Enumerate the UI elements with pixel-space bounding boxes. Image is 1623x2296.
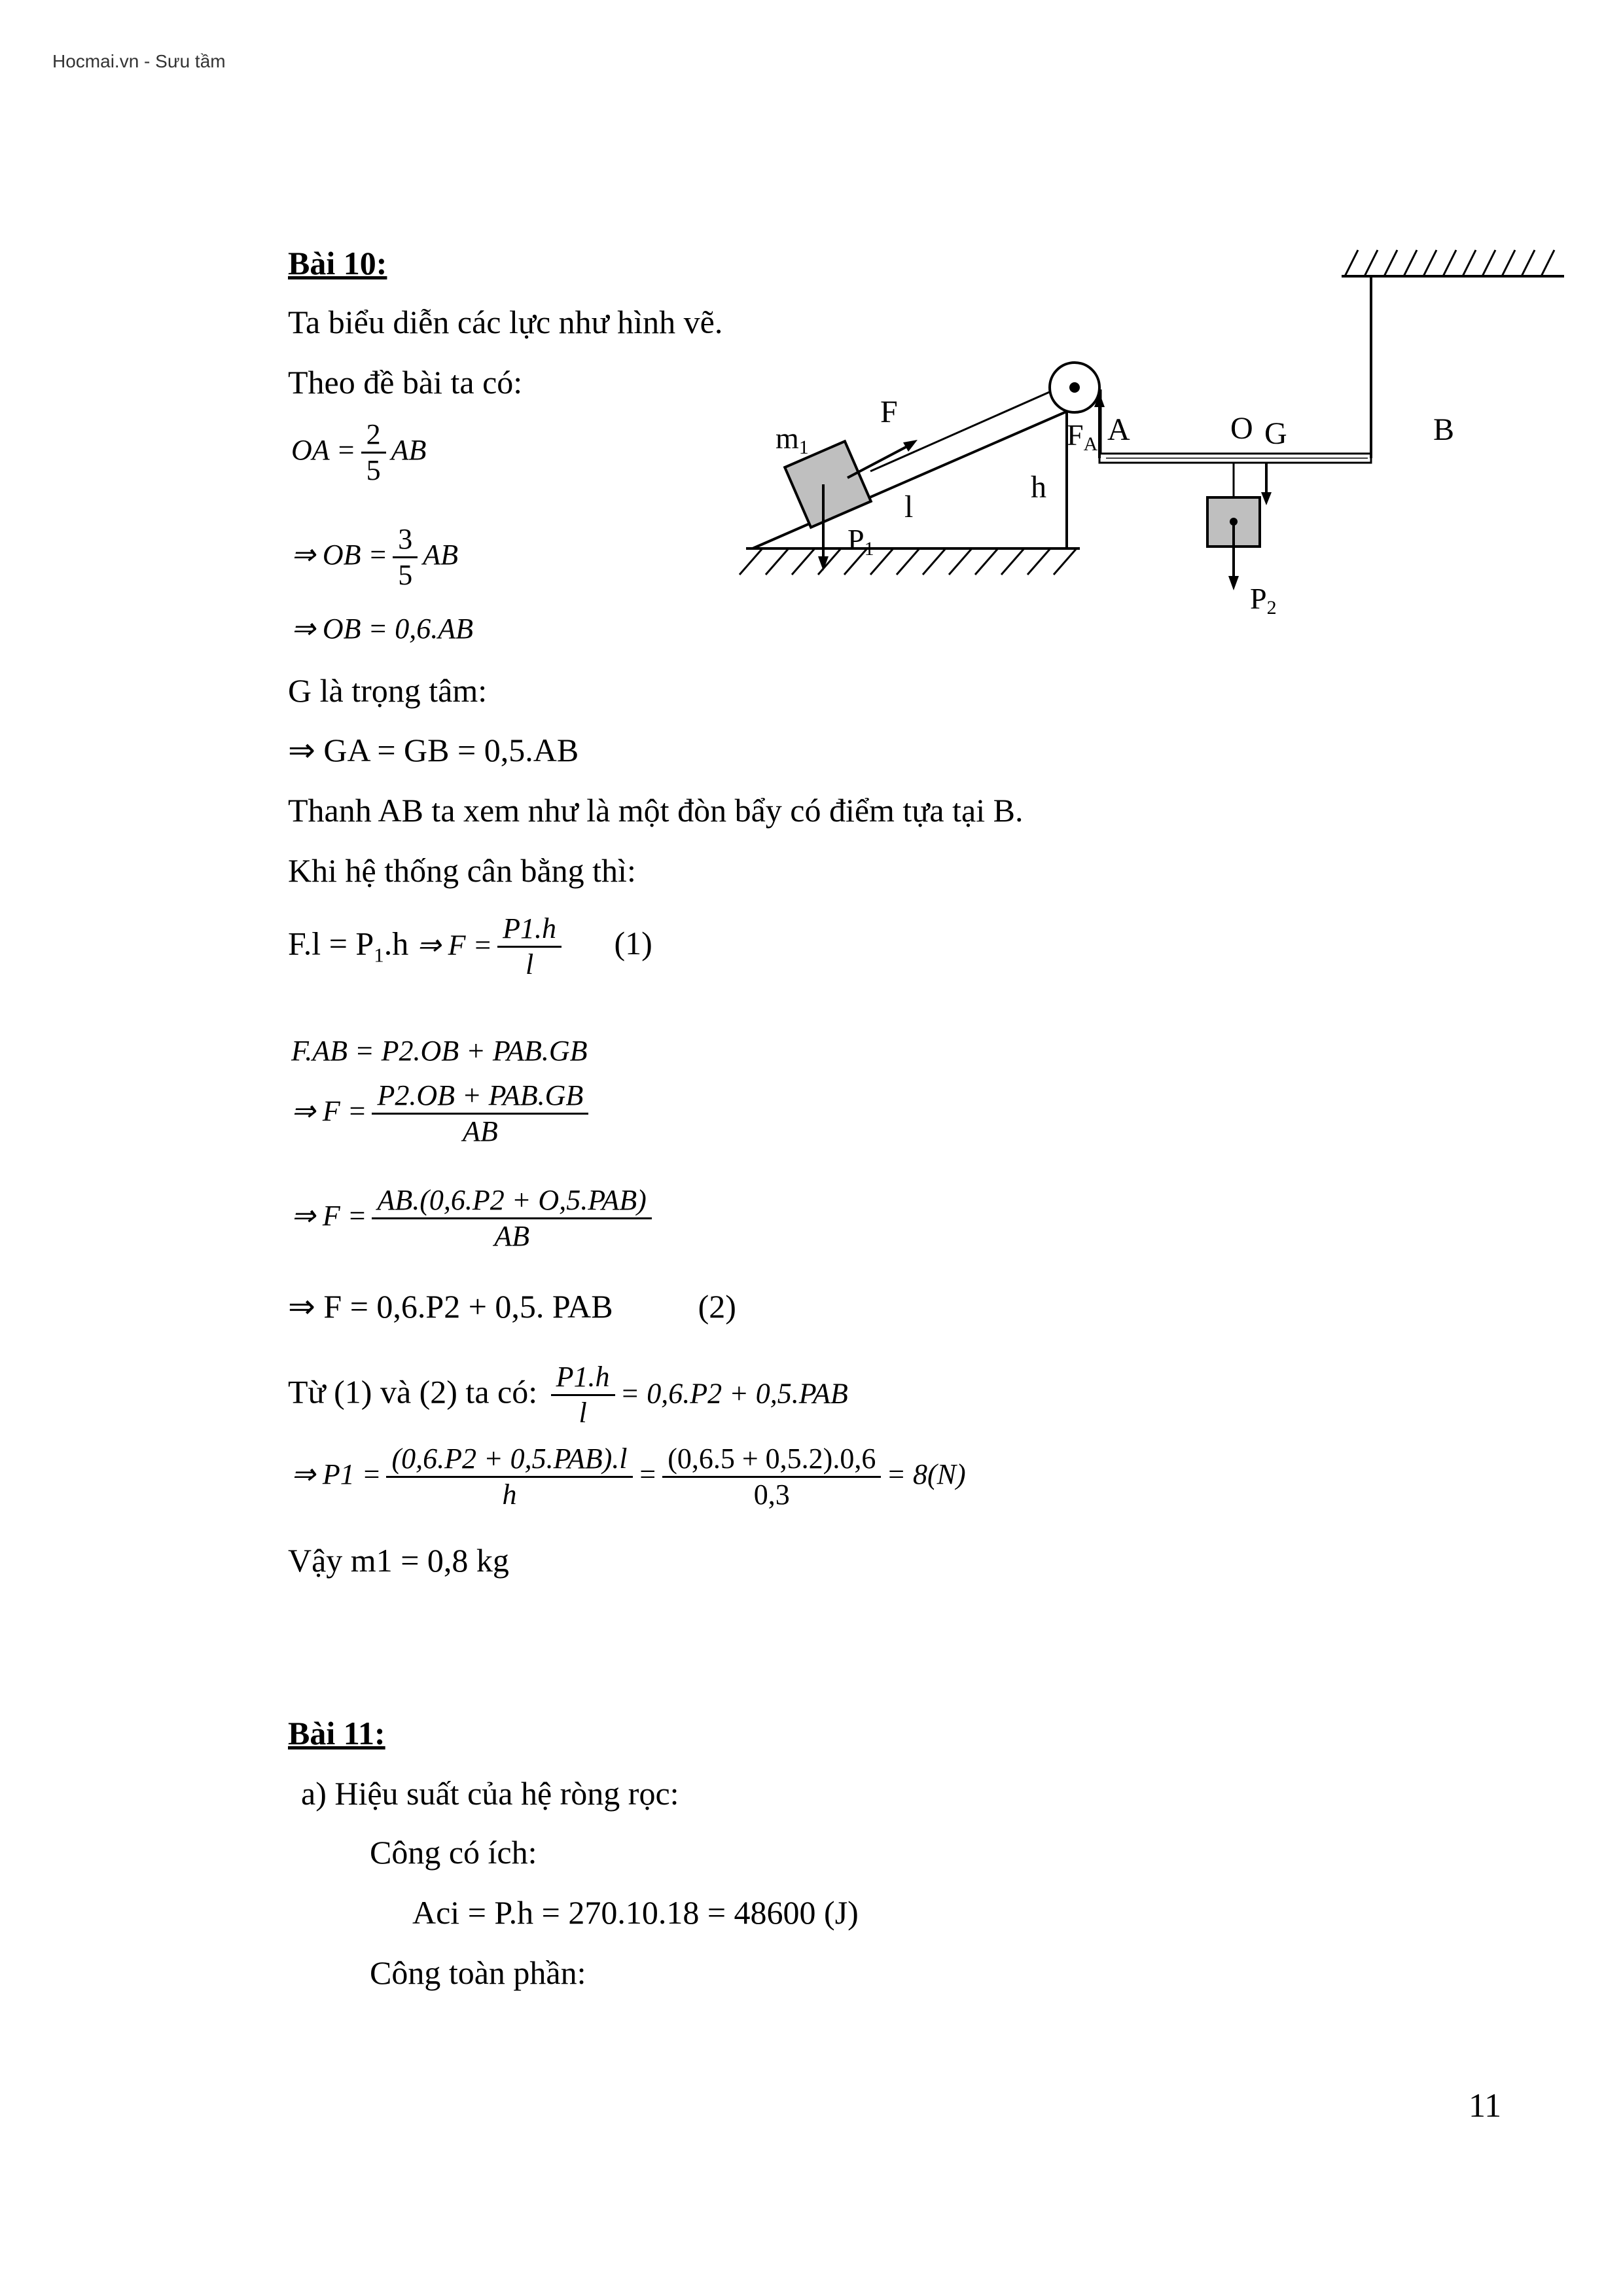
page-number: 11 xyxy=(1469,2087,1502,2125)
bai11-title: Bài 11: xyxy=(288,1715,385,1751)
eq1: $F.l = P_1.h$ ⇒ F = $\frac{P1.h}{l}$ (1) xyxy=(288,912,652,981)
ground-hatch xyxy=(740,548,1077,575)
header-source: Hocmai.vn - Sưu tầm xyxy=(52,51,226,71)
label-F: F xyxy=(880,395,898,429)
bai10-line2: Theo đề bài ta có: xyxy=(288,364,523,401)
force-F-arrow xyxy=(847,445,910,478)
bai10-line1: Ta biểu diễn các lực như hình vẽ. xyxy=(288,304,723,340)
eq-ob2: ⇒ OB = 0,6.AB xyxy=(291,613,473,645)
eq2a: F.AB = P2.OB + PAB.GB xyxy=(291,1035,588,1067)
conclusion: Vậy m1 = 0,8 kg xyxy=(288,1542,509,1579)
eq2d: ⇒ F = 0,6.P2 + 0,5. PAB (2) xyxy=(288,1288,736,1325)
total-work: Công toàn phần: xyxy=(370,1954,586,1991)
label-O: O xyxy=(1230,411,1253,446)
eq2b: ⇒ F = $\frac{\text{P2.OB + PAB.GB}}{AB}$ xyxy=(291,1080,594,1148)
ga-line: ⇒ GA = GB = 0,5.AB xyxy=(288,732,579,768)
lever-line: Thanh AB ta xem như là một đòn bẩy có điểm tựa tại B. xyxy=(288,792,1024,829)
label-l: l xyxy=(904,490,914,524)
pulley-axle xyxy=(1069,382,1080,393)
label-P2: P2 xyxy=(1250,582,1277,619)
label-h: h xyxy=(1031,470,1046,505)
aci-eq: Aci = P.h = 270.10.18 = 48600 (J) xyxy=(412,1894,859,1931)
balance-line: Khi hệ thống cân bằng thì: xyxy=(288,852,636,889)
label-FA: FA xyxy=(1067,418,1098,455)
label-P1: P1 xyxy=(847,523,874,560)
label-m1: m1 xyxy=(776,422,809,458)
rope-incline xyxy=(870,381,1075,471)
physics-figure xyxy=(713,236,1577,628)
bai10-title: Bài 10: xyxy=(288,245,387,281)
label-G: G xyxy=(1264,416,1287,451)
label-B: B xyxy=(1433,412,1455,447)
eq-p1: ⇒ P1 = $\frac{\text{(0,6.P2 + 0,5.PAB).l}}{h}$ = $\frac{(0,6.5 + 0,5.2).0,6}{0,3}$ = 8(N) xyxy=(291,1443,966,1511)
bai11-item-a: a) Hiệu suất của hệ ròng rọc: xyxy=(301,1775,679,1812)
ceiling-hatch xyxy=(1345,250,1554,276)
combo-line: Từ (1) và (2) ta có: $\frac{P1.h}{l}$ = 0,6.P2 + 0,5.PAB xyxy=(288,1361,848,1429)
eq-oa: OA = $\frac{2}{5}$ AB xyxy=(291,418,427,487)
g-line: G là trọng tâm: xyxy=(288,672,488,709)
useful-work: Công có ích: xyxy=(370,1834,537,1871)
label-A: A xyxy=(1107,412,1130,447)
eq-ob: ⇒ OB = $\frac{3}{5}$ AB xyxy=(291,523,458,592)
eq2c: ⇒ F = $\frac{\text{AB.(0,6.P2 + O,5.PAB)}}{AB}$ xyxy=(291,1185,657,1253)
